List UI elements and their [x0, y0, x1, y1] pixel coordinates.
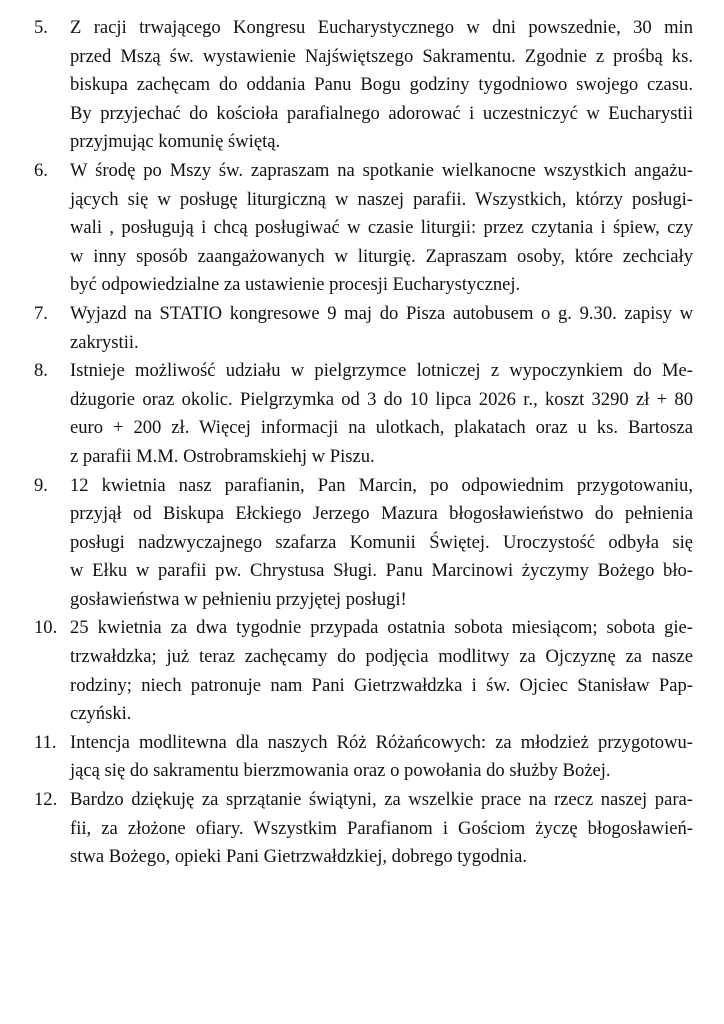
text-line: gosławieństwa w pełnieniu przyjętej posługi! — [70, 588, 407, 610]
text-line: z parafii M.M. Ostrobramskiehj w Piszu. — [70, 445, 375, 467]
announcement-item — [0, 729, 724, 786]
text-line: rodziny; niech patronuje nam Pani Gietrzwałdzka i św. Ojciec Stanisław Pap- — [70, 674, 693, 696]
text-line: w Ełku w parafii pw. Chrystusa Sługi. Panu Marcinowi życzymy Bożego bło- — [70, 560, 693, 582]
item-number: 5. — [34, 17, 48, 38]
text-line: stwa Bożego, opieki Pani Gietrzwałdzkiej, dobrego tygodnia. — [70, 846, 527, 868]
announcement-item — [0, 300, 724, 357]
text-line: 12 kwietnia nasz parafianin, Pan Marcin, po odpowiednim przygotowaniu, — [70, 474, 693, 496]
announcement-item — [0, 786, 724, 872]
announcement-item — [0, 14, 724, 157]
item-text — [70, 157, 693, 300]
item-number: 7. — [34, 302, 48, 324]
item-text — [70, 14, 693, 157]
text-line: Z racji trwającego Kongresu Eucharystycznego w dni powszednie, 30 min — [70, 17, 693, 38]
text-line: przyjął od Biskupa Ełckiego Jerzego Mazura błogosławieństwo do pełnienia — [70, 503, 693, 525]
text-line: przyjmując komunię świętą. — [70, 131, 281, 153]
item-number: 10. — [34, 617, 58, 639]
text-line: być odpowiedzialne za ustawienie procesji Eucharystycznej. — [70, 274, 521, 296]
text-line: By przyjechać do kościoła parafialnego adorować i uczestniczyć w Eucharystii — [70, 102, 693, 124]
item-text — [70, 729, 693, 786]
item-text — [70, 472, 693, 615]
item-number: 6. — [34, 159, 48, 181]
text-line: 25 kwietnia za dwa tygodnie przypada ostatnia sobota miesiącom; sobota gie- — [70, 617, 693, 639]
text-line: W środę po Mszy św. zapraszam na spotkanie wielkanocne wszystkich angażu- — [70, 159, 693, 181]
announcement-item — [0, 157, 724, 300]
text-line: w inny sposób zaangażowanych w liturgię. Zapraszam osoby, które zechciały — [70, 245, 693, 267]
announcement-item — [0, 472, 724, 615]
text-line: Wyjazd na STATIO kongresowe 9 maj do Pisza autobusem o g. 9.30. zapisy w — [70, 302, 693, 324]
text-line: dżugorie oraz okolic. Pielgrzymka od 3 do 10 lipca 2026 r., koszt 3290 zł + 80 — [70, 388, 693, 410]
announcements-page — [0, 14, 724, 872]
announcement-item — [0, 614, 724, 728]
item-text — [70, 614, 693, 728]
text-line: przed Mszą św. wystawienie Najświętszego Sakramentu. Zgodnie z prośbą ks. — [70, 45, 693, 67]
text-line: euro + 200 zł. Więcej informacji na ulotkach, plakatach oraz u ks. Bartosza — [70, 417, 693, 439]
item-number: 11. — [34, 731, 57, 753]
text-line: Istnieje możliwość udziału w pielgrzymce lotniczej z wypoczynkiem do Me- — [70, 360, 693, 382]
item-text — [70, 357, 693, 471]
text-line: jących się w posługę liturgiczną w naszej parafii. Wszystkich, którzy posługi- — [70, 188, 693, 210]
item-text — [70, 786, 693, 872]
text-line: czyński. — [70, 703, 132, 725]
text-line: fii, za złożone ofiary. Wszystkim Parafianom i Gościom życzę błogosławień- — [70, 817, 693, 839]
item-number: 9. — [34, 474, 48, 496]
item-text — [70, 300, 693, 357]
text-line: trzwałdzka; już teraz zachęcamy do podjęcia modlitwy za Ojczyznę za nasze — [70, 646, 693, 668]
announcements-list — [0, 14, 724, 872]
text-line: jącą się do sakramentu bierzmowania oraz o powołania do służby Bożej. — [70, 760, 611, 782]
announcement-item — [0, 357, 724, 471]
text-line: Bardzo dziękuję za sprzątanie świątyni, za wszelkie prace na rzecz naszej para- — [70, 789, 693, 811]
item-number: 12. — [34, 789, 58, 811]
text-line: zakrystii. — [70, 331, 139, 353]
item-number: 8. — [34, 360, 48, 382]
text-line: posługi nadzwyczajnego szafarza Komunii Świętej. Uroczystość odbyła się — [70, 531, 693, 553]
text-line: biskupa zachęcam do oddania Panu Bogu godziny tygodniowo swojego czasu. — [70, 74, 693, 96]
text-line: Intencja modlitewna dla naszych Róż Różańcowych: za młodzież przygotowu- — [70, 731, 693, 753]
text-line: wali , posługują i chcą posługiwać w czasie liturgii: przez czytania i śpiew, czy — [70, 217, 693, 239]
